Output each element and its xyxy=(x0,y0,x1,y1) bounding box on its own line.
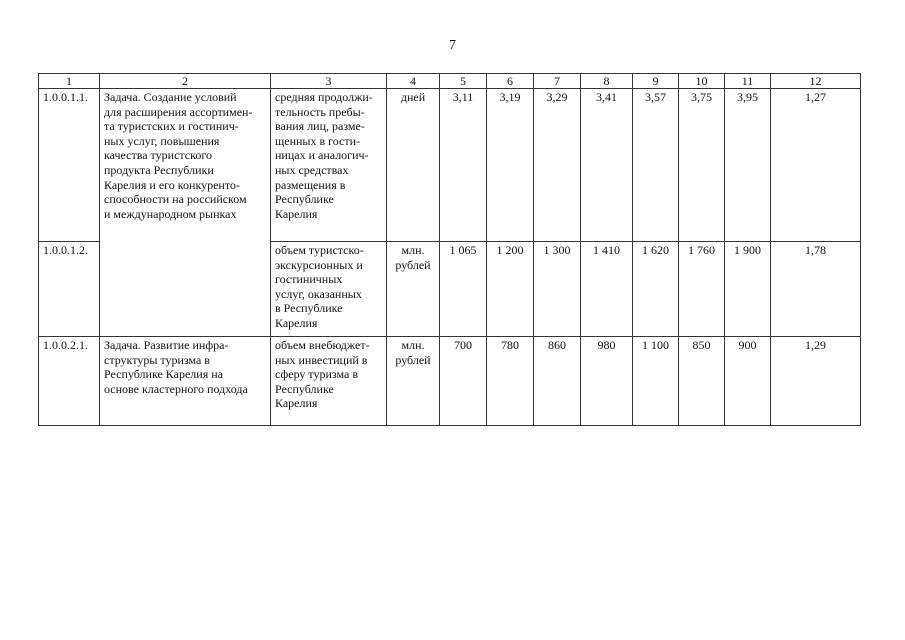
column-number: 7 xyxy=(534,74,581,89)
value-cell: 1 620 xyxy=(633,242,679,337)
value-cell: 3,11 xyxy=(440,89,487,242)
value-cell: 1 410 xyxy=(581,242,633,337)
column-number: 4 xyxy=(387,74,440,89)
value-cell: 3,57 xyxy=(633,89,679,242)
value-cell: 1 100 xyxy=(633,337,679,426)
indicator-name: объем туристско- экскурсионных и гостиничных услуг, оказанных в Республике Карелия xyxy=(271,242,387,337)
value-cell: 1 200 xyxy=(487,242,534,337)
indicators-table xyxy=(38,73,861,426)
table-row xyxy=(39,337,861,426)
unit: млн. рублей xyxy=(387,242,440,337)
column-number: 1 xyxy=(39,74,100,89)
value-cell: 860 xyxy=(534,337,581,426)
ratio-cell: 1,29 xyxy=(771,337,861,426)
value-cell: 3,41 xyxy=(581,89,633,242)
value-cell: 3,29 xyxy=(534,89,581,242)
ratio-cell: 1,27 xyxy=(771,89,861,242)
column-number: 12 xyxy=(771,74,861,89)
value-cell: 900 xyxy=(725,337,771,426)
task-description: Задача. Создание условий для расширения ассортимен- та туристских и гостинич- ных услуг, повышения качества туристского продукта Республики Карелия и его конкуренто- способности на российском и международном рынках xyxy=(100,89,271,337)
column-number: 9 xyxy=(633,74,679,89)
value-cell: 3,95 xyxy=(725,89,771,242)
column-number: 10 xyxy=(679,74,725,89)
value-cell: 1 900 xyxy=(725,242,771,337)
indicator-name: объем внебюджет- ных инвестиций в сферу туризма в Республике Карелия xyxy=(271,337,387,426)
row-code: 1.0.0.1.2. xyxy=(39,242,100,337)
column-number: 11 xyxy=(725,74,771,89)
value-cell: 700 xyxy=(440,337,487,426)
column-number: 2 xyxy=(100,74,271,89)
column-number: 3 xyxy=(271,74,387,89)
unit: дней xyxy=(387,89,440,242)
unit: млн. рублей xyxy=(387,337,440,426)
row-code: 1.0.0.1.1. xyxy=(39,89,100,242)
column-number: 5 xyxy=(440,74,487,89)
page-number: 7 xyxy=(449,38,456,53)
value-cell: 850 xyxy=(679,337,725,426)
indicator-name: средняя продолжи- тельность пребы- вания лиц, разме- щенных в гости- ницах и аналогич- ных средствах размещения в Республике Карелия xyxy=(271,89,387,242)
value-cell: 980 xyxy=(581,337,633,426)
column-number: 8 xyxy=(581,74,633,89)
table-row xyxy=(39,89,861,242)
value-cell: 1 300 xyxy=(534,242,581,337)
column-number: 6 xyxy=(487,74,534,89)
row-code: 1.0.0.2.1. xyxy=(39,337,100,426)
value-cell: 1 065 xyxy=(440,242,487,337)
task-description: Задача. Развитие инфра- структуры туризма в Республике Карелия на основе кластерного подхода xyxy=(100,337,271,426)
value-cell: 3,19 xyxy=(487,89,534,242)
value-cell: 1 760 xyxy=(679,242,725,337)
ratio-cell: 1,78 xyxy=(771,242,861,337)
value-cell: 780 xyxy=(487,337,534,426)
column-number-row xyxy=(39,74,861,89)
value-cell: 3,75 xyxy=(679,89,725,242)
